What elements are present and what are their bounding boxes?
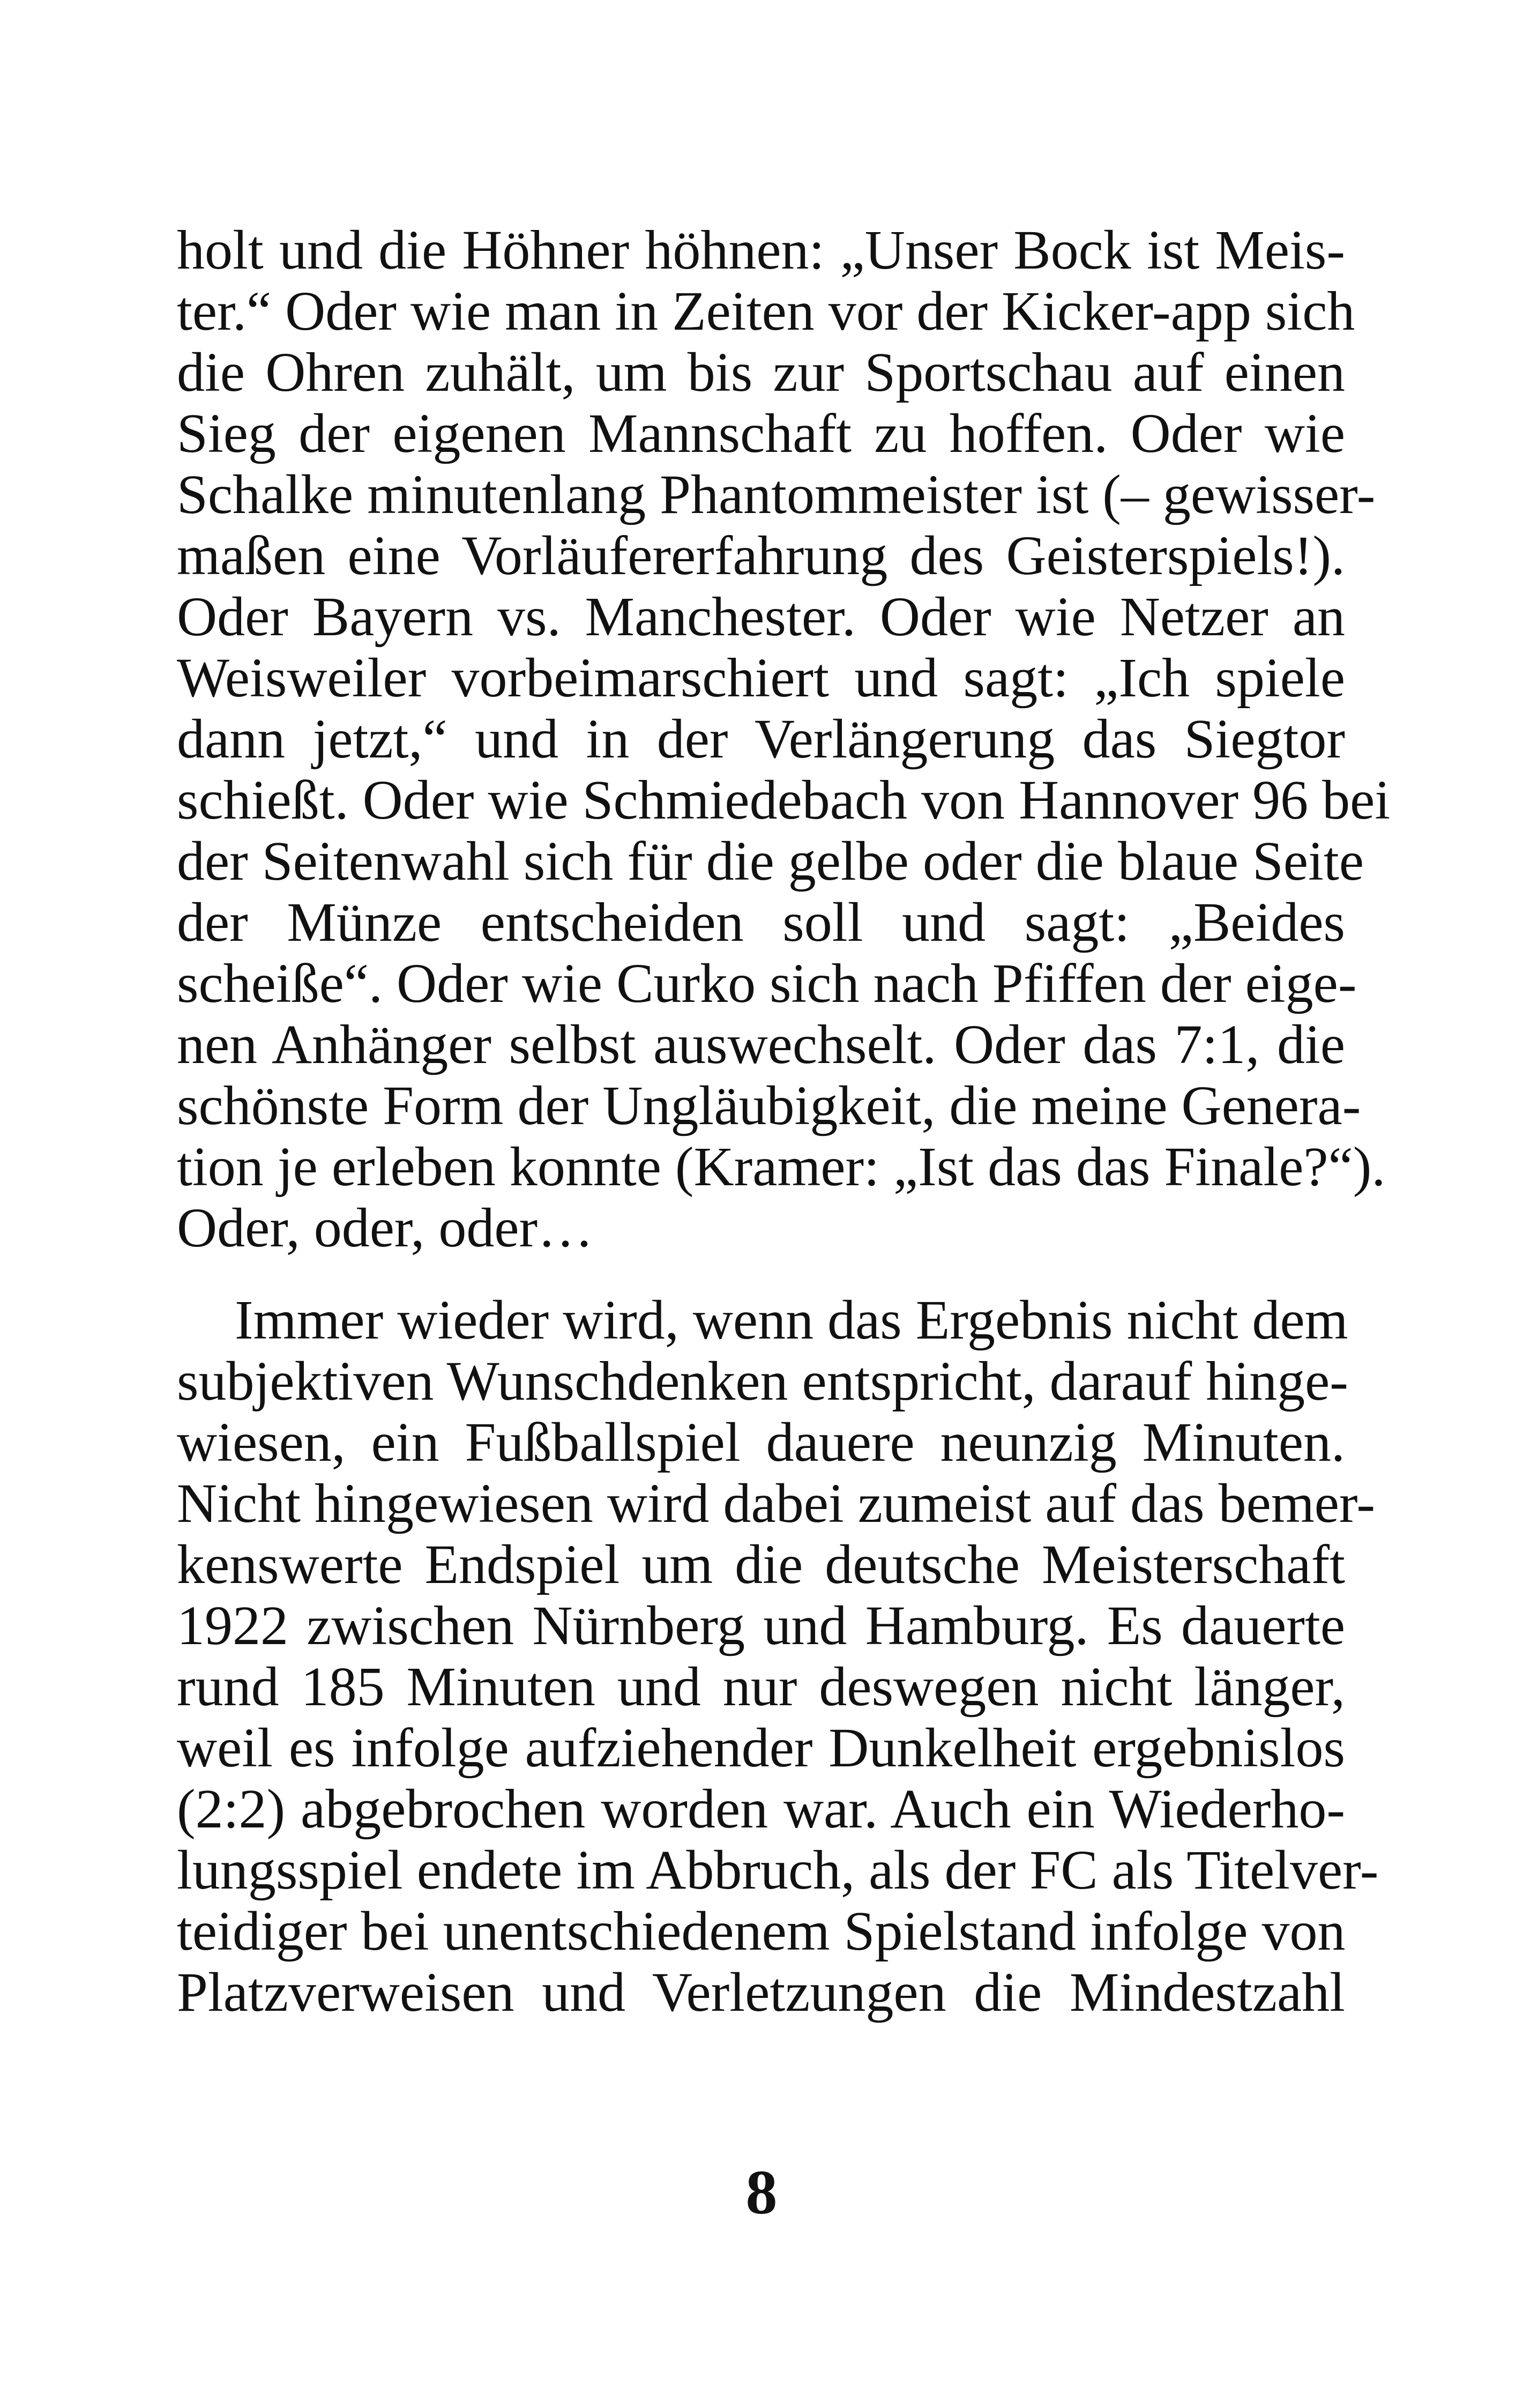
text-line: Oder Bayern vs. Manchester. Oder wie Netzer an [177, 586, 1345, 648]
text-line: schießt. Oder wie Schmiedebach von Hannover 96 bei [177, 769, 1391, 831]
text-line: schönste Form der Ungläubigkeit, die meine Genera- [177, 1075, 1361, 1136]
text-line: tion je erleben konnte (Kramer: „Ist das das Finale?“). [177, 1136, 1386, 1198]
text-line: ter.“ Oder wie man in Zeiten vor der Kicker-app sich [177, 280, 1355, 342]
text-line: 1922 zwischen Nürnberg und Hamburg. Es dauerte [177, 1595, 1345, 1656]
text-line: die Ohren zuhält, um bis zur Sportschau auf einen [177, 341, 1345, 403]
text-line: rund 185 Minuten und nur deswegen nicht länger, [177, 1656, 1345, 1718]
text-line: (2:2) abgebrochen worden war. Auch ein Wiederho- [177, 1778, 1345, 1840]
text-line: Schalke minutenlang Phantommeister ist (– gewisser- [177, 464, 1376, 525]
text-line: Oder, oder, oder… [177, 1197, 594, 1259]
text-line: holt und die Höhner höhnen: „Unser Bock ist Meis- [177, 219, 1345, 281]
text-line: der Seitenwahl sich für die gelbe oder die blaue Seite [177, 830, 1364, 892]
text-line: wiesen, ein Fußballspiel dauere neunzig Minuten. [177, 1411, 1345, 1473]
page-number: 8 [745, 2157, 778, 2227]
text-line: weil es infolge aufziehender Dunkelheit ergebnislos [177, 1717, 1345, 1779]
text-line: nen Anhänger selbst auswechselt. Oder das 7:1, die [177, 1014, 1345, 1075]
text-line: Platzverweisen und Verletzungen die Mindestzahl [177, 1961, 1345, 2023]
text-line: Sieg der eigenen Mannschaft zu hoffen. Oder wie [177, 403, 1345, 464]
text-line: Nicht hingewiesen wird dabei zumeist auf das bemer- [177, 1473, 1376, 1534]
text-line: kenswerte Endspiel um die deutsche Meisterschaft [177, 1534, 1345, 1595]
text-line: teidiger bei unentschiedenem Spielstand infolge von [177, 1900, 1346, 1962]
text-line: dann jetzt,“ und in der Verlängerung das Siegtor [177, 708, 1345, 770]
text-line: lungsspiel endete im Abbruch, als der FC als Titelver- [177, 1839, 1379, 1901]
text-line: maßen eine Vorläufererfahrung des Geisterspiels!). [177, 525, 1345, 586]
body-text [177, 219, 1391, 2023]
text-line: der Münze entscheiden soll und sagt: „Beides [177, 891, 1345, 953]
text-line: Weisweiler vorbeimarschiert und sagt: „Ich spiele [177, 647, 1345, 709]
text-line: subjektiven Wunschdenken entspricht, darauf hinge- [177, 1350, 1348, 1412]
paragraph-2 [177, 1289, 1379, 2023]
text-line: Immer wieder wird, wenn das Ergebnis nicht dem [235, 1289, 1348, 1351]
paragraph-1 [177, 219, 1391, 1259]
text-line: scheiße“. Oder wie Curko sich nach Pfiffen der eige- [177, 953, 1357, 1014]
